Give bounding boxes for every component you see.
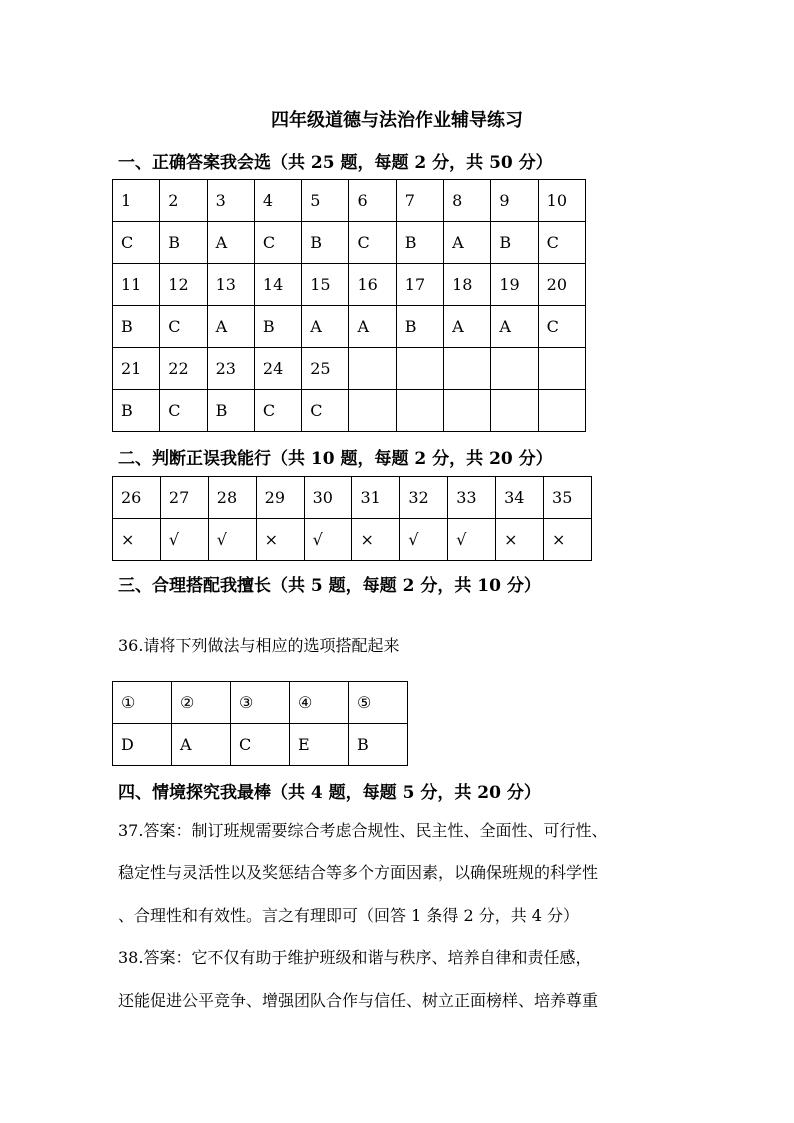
choice-answer-cell: C xyxy=(254,390,301,432)
choice-answer-cell xyxy=(349,348,396,390)
q37-line-3: 、合理性和有效性。言之有理即可（回答 1 条得 2 分，共 4 分） xyxy=(118,906,580,925)
choice-answer-cell xyxy=(396,348,443,390)
choice-answer-cell: B xyxy=(396,306,443,348)
choice-answer-cell: C xyxy=(254,222,301,264)
judge-answer-cell: × xyxy=(496,519,544,561)
choice-answer-cell xyxy=(538,390,585,432)
choice-answer-row xyxy=(113,348,586,390)
choice-answer-cell: A xyxy=(207,222,254,264)
choice-answer-cell: 23 xyxy=(207,348,254,390)
choice-answer-cell: 24 xyxy=(254,348,301,390)
judge-answer-cell: × xyxy=(256,519,304,561)
judge-answer-row xyxy=(113,519,592,561)
choice-answer-cell: C xyxy=(160,306,207,348)
answer-table-choice xyxy=(112,179,586,432)
judge-answer-cell: 26 xyxy=(113,477,161,519)
judge-answer-cell: 30 xyxy=(304,477,352,519)
match-answer-row xyxy=(113,724,408,766)
choice-answer-cell xyxy=(538,348,585,390)
choice-answer-row xyxy=(113,180,586,222)
choice-answer-cell: 12 xyxy=(160,264,207,306)
choice-answer-cell xyxy=(444,390,491,432)
choice-answer-cell: 2 xyxy=(160,180,207,222)
choice-answer-cell: B xyxy=(207,390,254,432)
q38-line-2: 还能促进公平竞争、增强团队合作与信任、树立正面榜样、培养尊重 xyxy=(118,991,599,1010)
page-title: 四年级道德与法治作业辅导练习 xyxy=(271,110,523,131)
choice-answer-row xyxy=(113,390,586,432)
choice-answer-cell: A xyxy=(491,306,538,348)
judge-answer-cell: √ xyxy=(160,519,208,561)
choice-answer-cell: B xyxy=(491,222,538,264)
question-36: 36.请将下列做法与相应的选项搭配起来 xyxy=(118,636,400,655)
choice-answer-cell: C xyxy=(538,222,585,264)
section-heading-judge: 二、判断正误我能行（共 10 题，每题 2 分，共 20 分） xyxy=(118,449,553,469)
choice-answer-cell: 8 xyxy=(444,180,491,222)
choice-answer-cell: 7 xyxy=(396,180,443,222)
judge-answer-cell: 29 xyxy=(256,477,304,519)
q37-line-1: 37.答案：制订班规需要综合考虑合规性、民主性、全面性、可行性、 xyxy=(118,821,608,840)
judge-answer-cell: × xyxy=(544,519,592,561)
answer-table-judge xyxy=(112,476,592,561)
judge-answer-cell: 35 xyxy=(544,477,592,519)
judge-answer-cell: 28 xyxy=(208,477,256,519)
choice-answer-cell: C xyxy=(160,390,207,432)
match-answer-row xyxy=(113,682,408,724)
q37-line-2: 稳定性与灵活性以及奖惩结合等多个方面因素，以确保班规的科学性 xyxy=(118,863,599,882)
choice-answer-cell: 6 xyxy=(349,180,396,222)
choice-answer-cell: B xyxy=(113,390,160,432)
choice-answer-cell: 25 xyxy=(302,348,349,390)
choice-answer-cell: A xyxy=(349,306,396,348)
judge-answer-cell: √ xyxy=(304,519,352,561)
choice-answer-cell xyxy=(491,348,538,390)
section-heading-scenario: 四、情境探究我最棒（共 4 题，每题 5 分，共 20 分） xyxy=(118,783,541,803)
choice-answer-cell xyxy=(491,390,538,432)
section-heading-choice: 一、正确答案我会选（共 25 题，每题 2 分，共 50 分） xyxy=(118,153,553,173)
judge-answer-cell: 32 xyxy=(400,477,448,519)
choice-answer-cell: B xyxy=(160,222,207,264)
choice-answer-cell: B xyxy=(254,306,301,348)
match-answer-cell: A xyxy=(172,724,231,766)
choice-answer-row xyxy=(113,264,586,306)
judge-answer-cell: 33 xyxy=(448,477,496,519)
choice-answer-row xyxy=(113,306,586,348)
choice-answer-cell: 11 xyxy=(113,264,160,306)
choice-answer-cell: C xyxy=(349,222,396,264)
choice-answer-cell: 10 xyxy=(538,180,585,222)
choice-answer-cell: 20 xyxy=(538,264,585,306)
choice-answer-cell: 1 xyxy=(113,180,160,222)
choice-answer-cell: 4 xyxy=(254,180,301,222)
choice-answer-cell: 19 xyxy=(491,264,538,306)
choice-answer-cell: 15 xyxy=(302,264,349,306)
match-answer-cell: ① xyxy=(113,682,172,724)
choice-answer-cell: 18 xyxy=(444,264,491,306)
match-answer-cell: ② xyxy=(172,682,231,724)
judge-answer-row xyxy=(113,477,592,519)
match-answer-cell: B xyxy=(349,724,408,766)
match-answer-cell: E xyxy=(290,724,349,766)
judge-answer-cell: √ xyxy=(208,519,256,561)
choice-answer-cell: 14 xyxy=(254,264,301,306)
match-answer-cell: ③ xyxy=(231,682,290,724)
choice-answer-cell: 22 xyxy=(160,348,207,390)
choice-answer-cell: 21 xyxy=(113,348,160,390)
judge-answer-cell: × xyxy=(113,519,161,561)
judge-answer-cell: × xyxy=(352,519,400,561)
choice-answer-cell: B xyxy=(396,222,443,264)
choice-answer-cell: 16 xyxy=(349,264,396,306)
match-answer-cell: ④ xyxy=(290,682,349,724)
choice-answer-row xyxy=(113,222,586,264)
judge-answer-cell: 34 xyxy=(496,477,544,519)
answer-table-match xyxy=(112,681,408,766)
q38-line-1: 38.答案：它不仅有助于维护班级和谐与秩序、培养自律和责任感， xyxy=(118,948,592,967)
choice-answer-cell xyxy=(349,390,396,432)
answer-table-choice-body xyxy=(113,180,586,432)
match-answer-cell: D xyxy=(113,724,172,766)
choice-answer-cell xyxy=(396,390,443,432)
choice-answer-cell: A xyxy=(444,222,491,264)
match-answer-cell: ⑤ xyxy=(349,682,408,724)
choice-answer-cell: C xyxy=(113,222,160,264)
section-heading-match: 三、合理搭配我擅长（共 5 题，每题 2 分，共 10 分） xyxy=(118,576,541,596)
choice-answer-cell: 9 xyxy=(491,180,538,222)
choice-answer-cell: B xyxy=(113,306,160,348)
choice-answer-cell: A xyxy=(207,306,254,348)
choice-answer-cell: 17 xyxy=(396,264,443,306)
choice-answer-cell: C xyxy=(538,306,585,348)
choice-answer-cell: A xyxy=(302,306,349,348)
match-answer-cell: C xyxy=(231,724,290,766)
choice-answer-cell: 13 xyxy=(207,264,254,306)
judge-answer-cell: 27 xyxy=(160,477,208,519)
choice-answer-cell: A xyxy=(444,306,491,348)
choice-answer-cell: 3 xyxy=(207,180,254,222)
choice-answer-cell: B xyxy=(302,222,349,264)
judge-answer-cell: √ xyxy=(448,519,496,561)
answer-table-match-body xyxy=(113,682,408,766)
judge-answer-cell: √ xyxy=(400,519,448,561)
judge-answer-cell: 31 xyxy=(352,477,400,519)
answer-table-judge-body xyxy=(113,477,592,561)
choice-answer-cell: 5 xyxy=(302,180,349,222)
choice-answer-cell: C xyxy=(302,390,349,432)
choice-answer-cell xyxy=(444,348,491,390)
